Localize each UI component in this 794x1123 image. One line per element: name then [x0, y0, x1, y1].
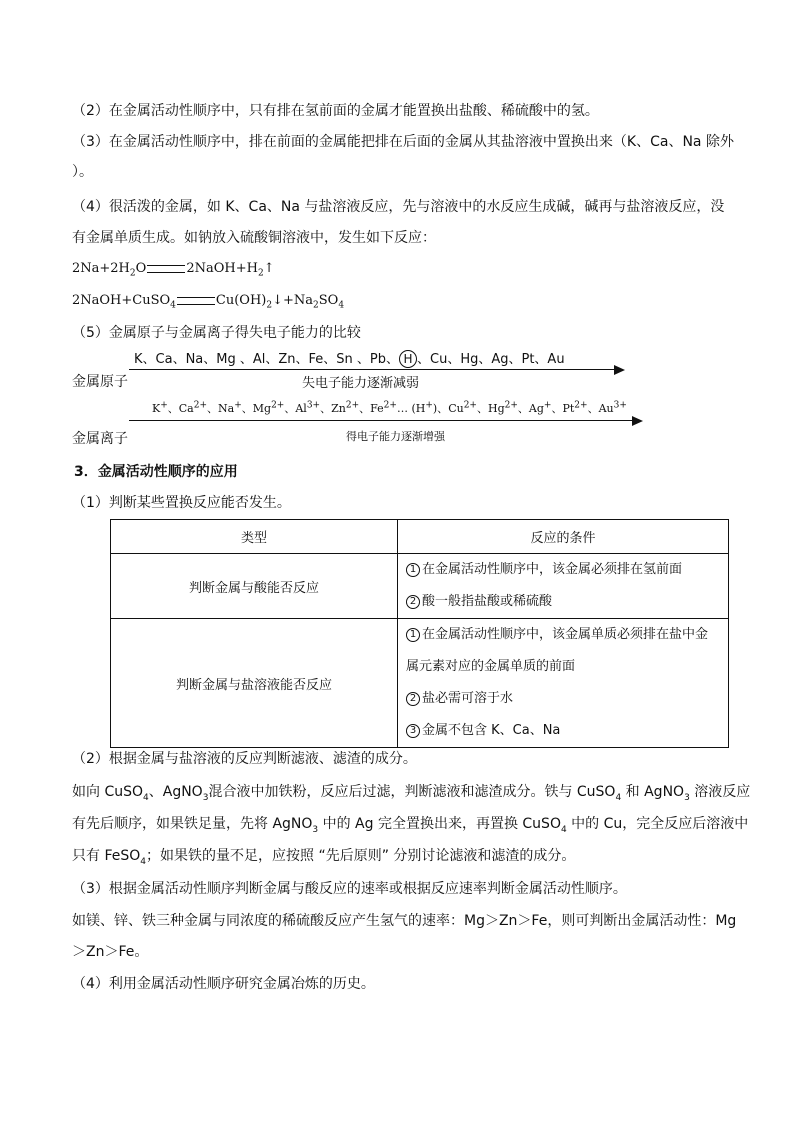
- ion-symbol: Ca: [178, 402, 194, 415]
- ion-charge: 2+: [345, 400, 360, 411]
- ion-separator: 、: [476, 402, 488, 415]
- metal-atom-sequence: K、Ca、Na、Mg 、Al、Zn、Fe、Sn 、Pb、 H 、Cu、Hg、Ag、Pt、Au: [134, 352, 565, 367]
- equals-sign: [177, 297, 215, 305]
- paragraph-2: （2）在金属活动性顺序中，只有排在氢前面的金属才能置换出盐酸、稀硫酸中的氢。: [72, 103, 599, 119]
- section-3-item-2-body-line-2: 有先后顺序，如果铁足量，先将 AgNO$_3$ 中的 Ag 完全置换出来，再置换 CuSO$_4$ 中的 Cu，完全反应后溶液中: [72, 816, 749, 835]
- equation-naoh-cuso4: 2NaOH+CuSO$_4$ $Cu(OH)_2↓+Na_2SO_4$: [72, 293, 345, 311]
- ion-charge: +: [234, 400, 242, 411]
- atom-arrow-line: [129, 369, 614, 370]
- ion-symbol: K: [152, 402, 161, 415]
- section-3-item-4: （4）利用金属活动性顺序研究金属冶炼的历史。: [72, 976, 375, 992]
- circled-number: 1: [406, 628, 420, 642]
- ion-symbol: Cu: [448, 402, 464, 415]
- paragraph-5: （5）金属原子与金属离子得失电子能力的比较: [72, 325, 361, 341]
- paragraph-3-line-2: ）。: [72, 164, 93, 180]
- ion-separator: 、: [587, 402, 599, 415]
- row-2-type: 判断金属与盐溶液能否反应: [111, 619, 398, 748]
- ion-symbol: Ag: [528, 402, 544, 415]
- metal-atom-label: 金属原子: [72, 374, 128, 390]
- row-1-type: 判断金属与酸能否反应: [111, 554, 398, 619]
- ion-symbol: Mg: [252, 402, 272, 415]
- row-2-condition-1b: 属元素对应的金属单质的前面: [406, 659, 576, 674]
- section-3-item-3-body-line-2: ＞Zn＞Fe。: [72, 944, 149, 960]
- metal-ion-label: 金属离子: [72, 431, 128, 447]
- ion-symbol: Au: [598, 402, 614, 415]
- table-row: [111, 554, 729, 619]
- row-2-condition-2: 2 盐必需可溶于水: [406, 683, 728, 715]
- table-header-row: [111, 520, 729, 554]
- ion-separator: 、: [284, 402, 296, 415]
- ion-charge: 2+: [383, 400, 397, 411]
- section-3-item-2: （2）根据金属与盐溶液的反应判断滤液、滤渣的成分。: [72, 751, 417, 767]
- ion-separator: 、: [207, 402, 219, 415]
- row-1-condition-1: 1 在金属活动性顺序中，该金属必须排在氢前面: [406, 554, 728, 586]
- ion-arrow-line: [129, 420, 632, 421]
- section-3-title: 3．金属活动性顺序的应用: [74, 464, 238, 480]
- ion-symbol: Hg: [487, 402, 505, 415]
- ion-symbol: Zn: [331, 402, 346, 415]
- conditions-table: [110, 519, 729, 748]
- circled-number: 1: [406, 563, 420, 577]
- section-3-item-2-body-line-3: 只有 FeSO$_4$；如果铁的量不足，应按照 “先后原则” 分别讨论滤液和滤渣的成分。: [72, 848, 576, 867]
- metal-ion-sequence: [152, 400, 627, 416]
- ion-separator: 、: [167, 402, 179, 415]
- ion-separator: 、: [241, 402, 253, 415]
- ion-charge: 2+: [504, 400, 518, 411]
- ion-separator: 、: [320, 402, 332, 415]
- paragraph-4-line-1: （4）很活泼的金属，如 K、Ca、Na 与盐溶液反应，先与溶液中的水反应生成碱，碱再与盐溶液反应，没: [72, 199, 725, 215]
- atom-arrow-head: [614, 365, 625, 375]
- section-3-item-3-body-line-1: 如镁、锌、铁三种金属与同浓度的稀硫酸反应产生氢气的速率：Mg＞Zn＞Fe，则可判断出金属活动性：Mg: [72, 913, 737, 929]
- ion-separator: … (: [396, 402, 416, 415]
- ion-charge: 2+: [271, 400, 285, 411]
- ion-symbol: Fe: [370, 402, 384, 415]
- atom-arrow-caption: 失电子能力逐渐减弱: [302, 376, 420, 391]
- row-1-condition-2: 2 酸一般指盐酸或稀硫酸: [406, 586, 728, 618]
- ion-arrow-caption: 得电子能力逐渐增强: [346, 430, 445, 443]
- ion-charge: 2+: [463, 400, 477, 411]
- paragraph-3-line-1: （3）在金属活动性顺序中，排在前面的金属能把排在后面的金属从其盐溶液中置换出来（K、Ca、Na 除外: [72, 134, 734, 150]
- paragraph-4-line-2: 有金属单质生成。如钠放入硫酸铜溶液中，发生如下反应：: [72, 230, 436, 246]
- row-2-condition-3: 3 金属不包含 K、Ca、Na: [406, 715, 728, 747]
- header-type: 类型: [111, 520, 398, 554]
- row-2-conditions: [398, 619, 729, 748]
- section-3-item-1: （1）判断某些置换反应能否发生。: [72, 495, 291, 511]
- ion-charge: +: [425, 400, 433, 411]
- row-2-condition-1a: 1 在金属活动性顺序中，该金属单质必须排在盐中金: [406, 619, 728, 651]
- ion-separator: 、: [359, 402, 371, 415]
- circled-number: 2: [406, 692, 420, 706]
- ion-charge: 2+: [193, 400, 208, 411]
- section-3-item-3: （3）根据金属活动性顺序判断金属与酸反应的速率或根据反应速率判断金属活动性顺序。: [72, 881, 627, 897]
- ion-symbol: H: [415, 402, 426, 415]
- ion-charge: 3+: [613, 400, 627, 411]
- table-row: [111, 619, 729, 748]
- equation-sodium-water: $2Na+2H_2O$ $2NaOH+H_2↑$: [72, 261, 275, 279]
- ion-charge: 2+: [574, 400, 588, 411]
- ion-symbol: Al: [295, 402, 307, 415]
- circled-number: 2: [406, 595, 420, 609]
- ion-charge: +: [543, 400, 552, 411]
- ion-separator: )、: [432, 402, 449, 415]
- row-1-conditions: [398, 554, 729, 619]
- ion-charge: +: [160, 400, 168, 411]
- equals-sign: [147, 265, 185, 273]
- ion-separator: 、: [517, 402, 529, 415]
- circled-number: 3: [406, 724, 420, 738]
- ion-symbol: Pt: [562, 402, 575, 415]
- ion-arrow-head: [632, 416, 643, 426]
- ion-charge: 3+: [306, 400, 321, 411]
- section-3-item-2-body-line-1: 如向 CuSO$_4$、AgNO$_3$混合液中加铁粉，反应后过滤，判断滤液和滤渣成分。铁与 CuSO$_4$ 和 AgNO$_3$ 溶液反应: [72, 784, 751, 803]
- ion-symbol: Na: [218, 402, 235, 415]
- header-condition: 反应的条件: [398, 520, 729, 554]
- ion-separator: 、: [551, 402, 563, 415]
- hydrogen-circle: H: [399, 350, 417, 368]
